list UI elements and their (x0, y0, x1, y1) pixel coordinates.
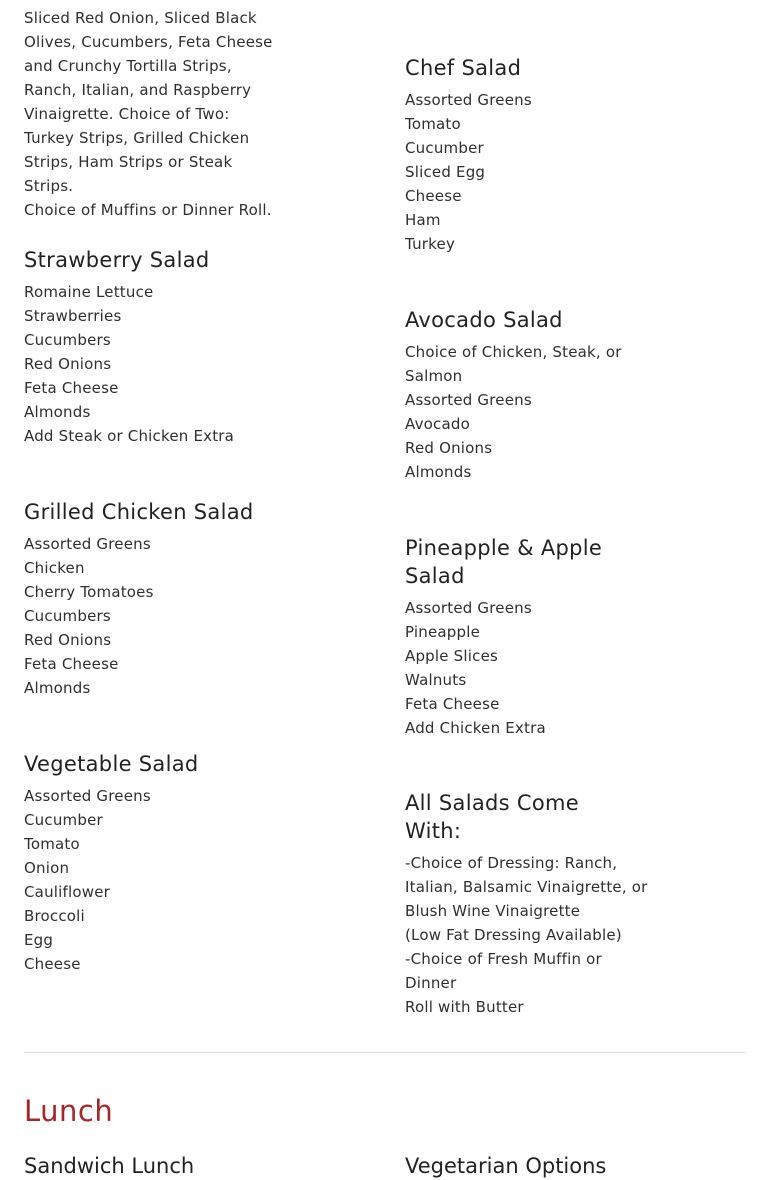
menu-item-vegetable-salad (24, 750, 274, 976)
ingredient: -Choice of Dressing: Ranch, (405, 854, 618, 872)
item-title-line: With: (405, 819, 462, 843)
ingredient: Feta Cheese (24, 379, 119, 397)
menu-item-strawberry-salad (24, 246, 274, 448)
section-title-lunch: Lunch (24, 1094, 114, 1128)
item-title: Vegetable Salad (24, 752, 199, 776)
ingredient: Cucumber (24, 811, 103, 829)
ingredient: Almonds (24, 403, 91, 421)
description-line: Strips, Ham Strips or Steak Strips. (24, 153, 233, 195)
item-title: Avocado Salad (405, 308, 563, 332)
top-description (24, 6, 274, 222)
description-line: Olives, Cucumbers, Feta Cheese (24, 33, 273, 51)
ingredient-list (405, 596, 655, 740)
item-title: Grilled Chicken Salad (24, 500, 254, 524)
ingredient: Strawberries (24, 307, 122, 325)
ingredient: Choice of Chicken, Steak, or (405, 343, 622, 361)
item-title: Strawberry Salad (24, 248, 210, 272)
ingredient: Ham (405, 211, 441, 229)
menu-item-avocado-salad (405, 306, 655, 484)
ingredient: Almonds (24, 679, 91, 697)
ingredient: Assorted Greens (405, 599, 532, 617)
item-title: Chef Salad (405, 56, 522, 80)
ingredient: Apple Slices (405, 647, 499, 665)
ingredient: (Low Fat Dressing Available) (405, 926, 622, 944)
ingredient-list (405, 88, 655, 256)
all-salads-info (405, 789, 655, 1019)
section-divider (24, 1052, 746, 1053)
item-title-line: All Salads Come (405, 791, 579, 815)
ingredient: Cucumbers (24, 607, 111, 625)
ingredient: Feta Cheese (24, 655, 119, 673)
ingredient: Egg (24, 931, 54, 949)
item-title-line: Pineapple & Apple (405, 536, 603, 560)
ingredient: Sliced Egg (405, 163, 486, 181)
ingredient: Assorted Greens (405, 91, 532, 109)
description-line: Ranch, Italian, and Raspberry (24, 81, 252, 99)
description-line: and Crunchy Tortilla Strips, (24, 57, 232, 75)
ingredient-list (24, 532, 274, 700)
ingredient: Tomato (405, 115, 461, 133)
ingredient: Red Onions (405, 439, 493, 457)
ingredient: Chicken (24, 559, 85, 577)
ingredient-list (405, 851, 655, 1019)
ingredient: Onion (24, 859, 70, 877)
ingredient-list (24, 784, 274, 976)
description-line: Vinaigrette. Choice of Two: (24, 105, 230, 123)
ingredient: Almonds (405, 463, 472, 481)
ingredient-list (24, 280, 274, 448)
ingredient: Red Onions (24, 631, 112, 649)
item-title (405, 534, 655, 590)
ingredient: Avocado (405, 415, 470, 433)
ingredient: Blush Wine Vinaigrette (405, 902, 581, 920)
ingredient: Cauliflower (24, 883, 110, 901)
description-line: Choice of Muffins or Dinner Roll. (24, 201, 272, 219)
menu-item-grilled-chicken-salad (24, 498, 274, 700)
ingredient: Assorted Greens (24, 787, 151, 805)
description-line: Sliced Red Onion, Sliced Black (24, 9, 257, 27)
menu-item-pineapple-apple-salad (405, 534, 655, 740)
ingredient: Assorted Greens (24, 535, 151, 553)
ingredient: Tomato (24, 835, 80, 853)
ingredient: Walnuts (405, 671, 467, 689)
ingredient: Cherry Tomatoes (24, 583, 154, 601)
menu-item-chef-salad (405, 54, 655, 256)
ingredient: Cheese (24, 955, 81, 973)
ingredient: Broccoli (24, 907, 85, 925)
ingredient: Add Chicken Extra (405, 719, 546, 737)
next-item-title-right: Vegetarian Options (405, 1154, 607, 1178)
ingredient: Add Steak or Chicken Extra (24, 427, 235, 445)
ingredient: Assorted Greens (405, 391, 532, 409)
ingredient: Italian, Balsamic Vinaigrette, or (405, 878, 648, 896)
description-line: Turkey Strips, Grilled Chicken (24, 129, 250, 147)
next-item-title-left: Sandwich Lunch (24, 1154, 195, 1178)
ingredient: Cucumber (405, 139, 484, 157)
ingredient: Salmon (405, 367, 463, 385)
ingredient-list (405, 340, 655, 484)
item-title (405, 789, 655, 845)
ingredient: Roll with Butter (405, 998, 524, 1016)
item-title-line: Salad (405, 564, 465, 588)
ingredient: Turkey (405, 235, 456, 253)
ingredient: Red Onions (24, 355, 112, 373)
ingredient: Cucumbers (24, 331, 111, 349)
ingredient: Cheese (405, 187, 462, 205)
ingredient: Romaine Lettuce (24, 283, 154, 301)
ingredient: -Choice of Fresh Muffin or Dinner (405, 950, 602, 992)
ingredient: Pineapple (405, 623, 481, 641)
ingredient: Feta Cheese (405, 695, 500, 713)
